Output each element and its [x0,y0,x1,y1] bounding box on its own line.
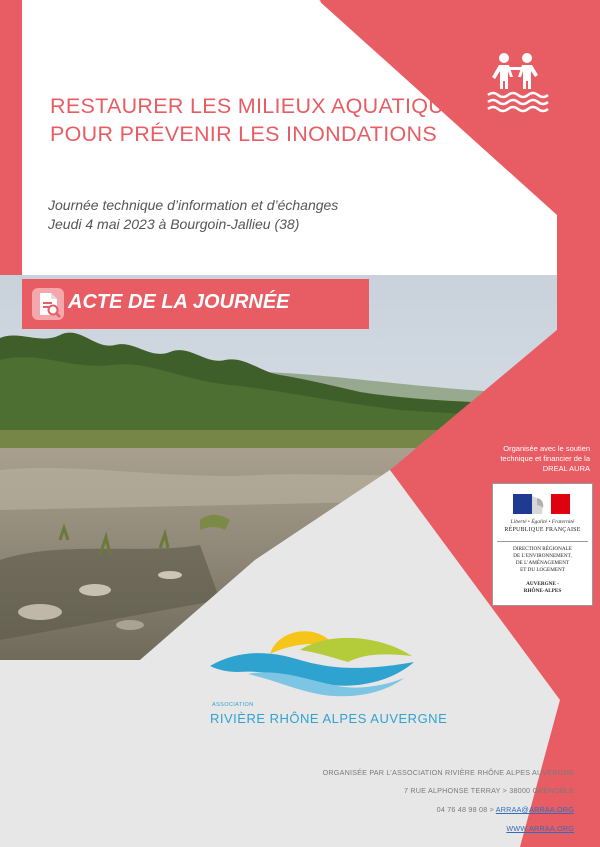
footer-organizer: ORGANISÉE PAR L’ASSOCIATION RIVIÈRE RHÔNE ALPES AUVERGNE [322,768,574,777]
region-text [493,581,592,595]
acte-banner [22,279,369,329]
marianne-icon [507,492,577,516]
event-subtitle [48,196,408,234]
footer-email-link[interactable]: ARRAA@ARRAA.ORG [495,805,574,814]
support-line-2: technique et financier de la [500,454,590,463]
association-name: RIVIÈRE RHÔNE ALPES AUVERGNE [210,711,448,726]
subtitle-line-2: Jeudi 4 mai 2023 à Bourgoin-Jallieu (38) [48,216,300,232]
region-line-2: RHÔNE-ALPES [523,588,562,594]
page-title [50,92,474,148]
dreal-line-3: DE L’AMÉNAGEMENT [515,560,570,566]
prefecture-logo [492,483,593,606]
acte-label: ACTE DE LA JOURNÉE [68,291,290,313]
dreal-text [493,546,592,574]
subtitle-line-1: Journée technique d’information et d’échanges [48,197,339,213]
document-search-icon [31,287,65,321]
footer-phone: 04 76 48 98 08 > [436,805,494,814]
prefecture-divider [497,541,588,542]
title-line-1: RESTAURER LES MILIEUX AQUATIQUES [50,94,474,118]
support-line-3: DREAL AURA [542,464,590,473]
region-line-1: AUVERGNE - [526,581,559,587]
republique-text: RÉPUBLIQUE FRANÇAISE [504,527,581,533]
association-logo [208,620,420,700]
footer-website [506,824,574,833]
dreal-line-1: DIRECTION RÉGIONALE [513,546,572,552]
support-line-1: Organisée avec le soutien [503,444,590,453]
people-water-icon [478,45,553,117]
footer-address: 7 RUE ALPHONSE TERRAY > 38000 GRENOBLE [404,786,574,795]
support-text [450,444,590,474]
dreal-line-4: ET DU LOGEMENT [520,567,565,573]
footer-website-link[interactable]: WWW.ARRAA.ORG [506,824,574,833]
footer-contact [437,805,574,814]
dreal-line-2: DE L’ENVIRONNEMENT, [513,553,572,559]
association-small-label: ASSOCIATION [212,702,254,708]
title-line-2: POUR PRÉVENIR LES INONDATIONS [50,122,438,146]
devise-text: Liberté • Égalité • Fraternité [510,519,575,525]
